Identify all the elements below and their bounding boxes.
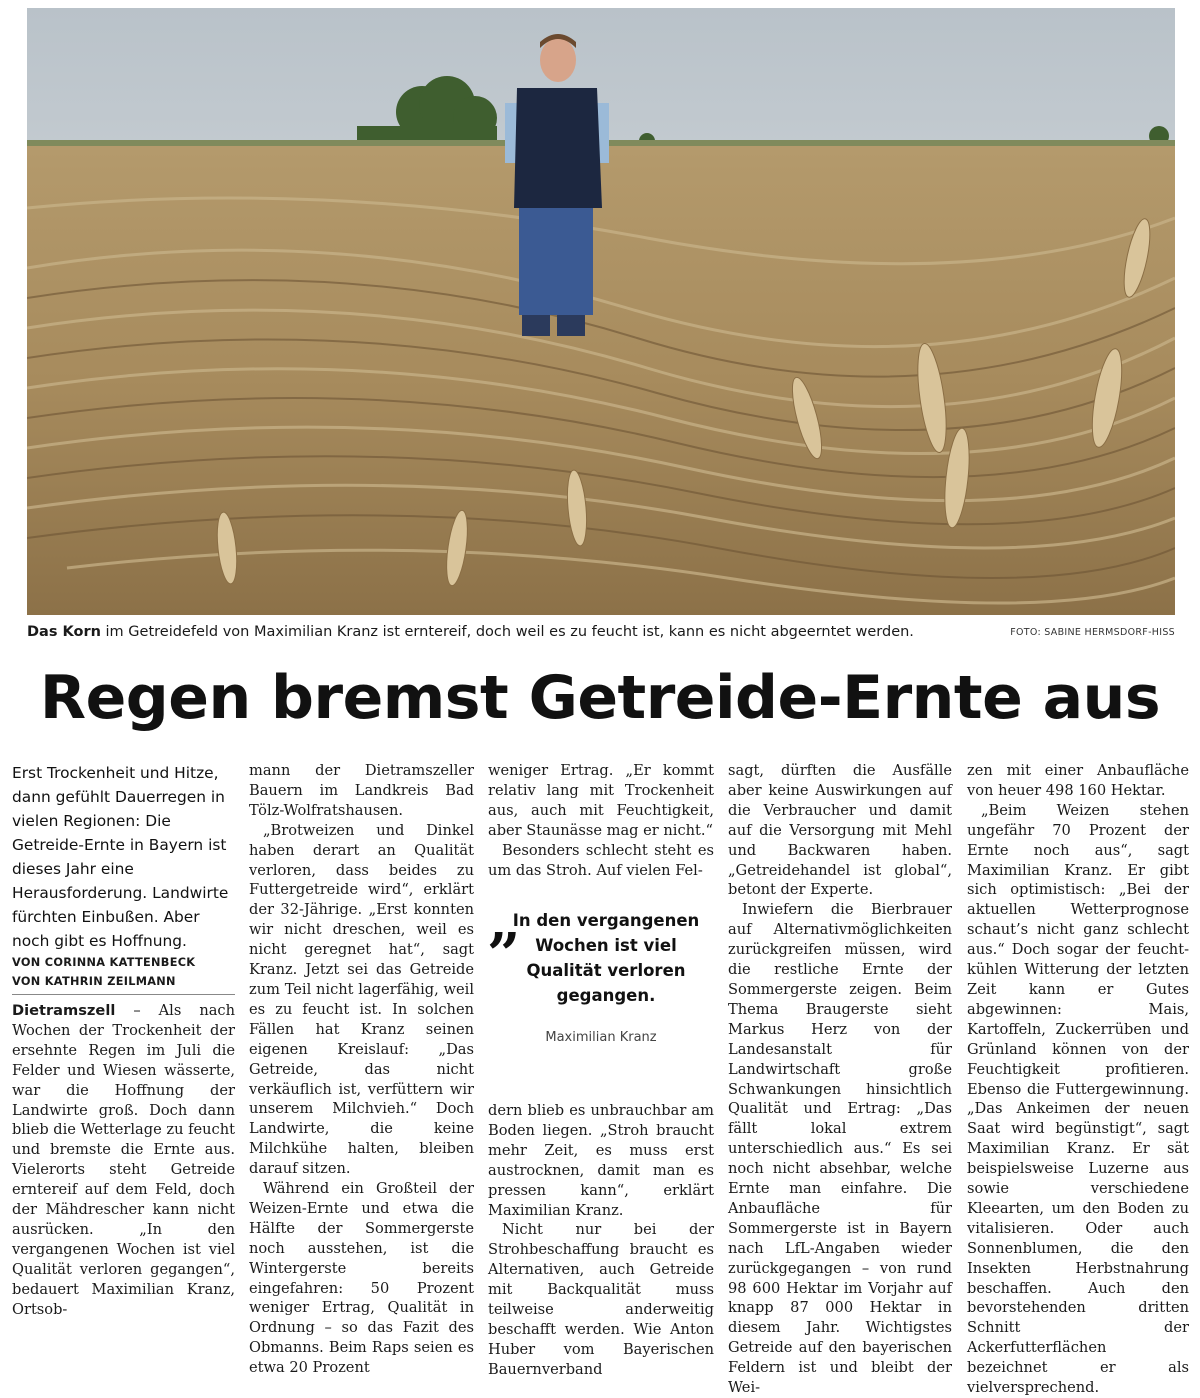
column-3-continued [488, 1101, 714, 1380]
paragraph: „Beim Weizen stehen ungefähr 70 Prozent der Ernte noch aus“, sagt Maximilian Kranz. Er gibt sich optimistisch: „Bei der aktuellen Wetterprognose schaut’s nicht ganz schlecht aus.“ Doch sogar der feucht-kühlen Witterung der letzten Zeit kann er Gutes abgewinnen: Mais, Kartoffeln, Zuckerrüben und Grünland können von der Feuchtigkeit profitieren. Ebenso die Futtergewinnung. „Das Ankeimen der neuen Saat wird begünstigt“, sagt Maximilian Kranz. Er sät beispielsweise Luzerne aus sowie verschiedene Kleearten, um den Boden zu vitalisieren. Oder auch Sonnenblumen, die den Insekten Herbstnahrung beschaffen. Auch den bevorstehenden dritten Schnitt der Ackerfutterflächen bezeichnet er als vielversprechend. [967, 801, 1189, 1397]
paragraph: Während ein Großteil der Weizen-Ernte und etwa die Hälfte der Sommergerste noch ausstehen, ist die Wintergerste bereits eingefahren: 50 Prozent weniger Ertrag, Qualität in Ordnung – so das Fazit des Obmanns. Beim Raps seien es etwa 20 Prozent [249, 1180, 474, 1377]
headline: Regen bremst Getreide-Ernte aus [39, 663, 1161, 733]
teaser: Erst Trockenheit und Hitze, dann gefühlt Dauerregen in vielen Regionen: Die Getreide-Ernte in Bayern ist dieses Jahr eine Herausforderung. Landwirte fürchten Einbußen. Aber noch gibt es Hoffnung. [12, 764, 229, 950]
column-4 [728, 761, 952, 1398]
author-2: VON KATHRIN ZEILMANN [12, 975, 176, 988]
paragraph: mann der Dietramszeller Bauern im Landkreis Bad Tölz-Wolfratshausen. [249, 762, 474, 819]
paragraph: Besonders schlecht steht es um das Stroh. Auf vielen Fel- [488, 841, 714, 879]
paragraph: sagt, dürften die Ausfälle aber keine Auswirkungen auf die Verbraucher und damit auf die Versorgung mit Mehl und Backwaren haben. „Getreidehandel ist global“, betont der Experte. [728, 762, 952, 899]
paragraph [12, 1001, 235, 1320]
paragraph-text: – Als nach Wochen der Trockenheit der ersehnte Regen im Juli die Felder und Wiesen wässerte, war die Hoffnung der Landwirte groß. Doch dann blieb die Wetterlage zu feucht und bremste die Ernte aus. Vielerorts steht Getreide erntereif auf dem Feld, doch der Mähdrescher kann nicht ausrücken. „In den vergangenen Wochen ist viel Qualität verloren gegangen“, bedauert Maximilian Kranz, Ortsob- [12, 1002, 235, 1318]
paragraph: Nicht nur bei der Strohbeschaffung braucht es Alternativen, auch Getreide mit Backqualität muss teilweise anderweitig beschafft werden. Wie Anton Huber vom Bayerischen Bauernverband [488, 1221, 714, 1378]
quote-text: In den vergangenen Wochen ist viel Qualität verloren gegangen. [512, 911, 700, 1005]
paragraph: „Brotweizen und Dinkel haben derart an Qualität verloren, dass beides zu Futtergetreide wird“, erklärt der 32-Jährige. „Erst konnten wir nicht dreschen, weil es nicht geregnet hat“, sagt Kranz. Jetzt sei das Getreide zum Teil nicht lagerfähig, weil es zu feucht ist. In solchen Fällen hat Kranz seinen eigenen Kreislauf: „Das Getreide, das nicht verkäuflich ist, verfüttern wir unserem Milchvieh.“ Doch Landwirte, die keine Milchkühe halten, bleiben darauf sitzen. [249, 821, 474, 1178]
column-3 [488, 761, 714, 880]
author-1: VON CORINNA KATTENBECK [12, 956, 196, 969]
quote-source: Maximilian Kranz [545, 1030, 657, 1045]
paragraph: weniger Ertrag. „Er kommt relativ lang mit Trockenheit aus, auch mit Feuchtigkeit, aber Staunässe mag er nicht.“ [488, 762, 714, 839]
caption-text: im Getreidefeld von Maximilian Kranz ist erntereif, doch weil es zu feucht ist, kann es nicht abgeerntet werden. [100, 624, 914, 640]
paragraph: zen mit einer Anbaufläche von heuer 498 160 Hektar. [967, 762, 1189, 799]
quote-mark-icon: „ [488, 887, 522, 955]
column-2 [249, 761, 474, 1378]
dateline: Dietramszell [12, 1002, 116, 1019]
paragraph: dern blieb es unbrauchbar am Boden liegen. „Stroh braucht mehr Zeit, es muss erst austrocknen, damit man es pressen kann“, erklärt Maximilian Kranz. [488, 1102, 714, 1219]
author-byline [12, 953, 235, 995]
pull-quote [488, 887, 714, 1098]
column-1 [12, 761, 235, 1320]
caption-lead: Das Korn [27, 624, 101, 640]
article-photo [27, 8, 1175, 615]
photo-credit: FOTO: SABINE HERMSDORF-HISS [1010, 627, 1175, 638]
photo-caption [27, 624, 1175, 646]
column-5 [967, 761, 1189, 1398]
paragraph: Inwiefern die Bierbrauer auf Alternativmöglichkeiten zurückgreifen müssen, wird die restliche Ernte der Sommergerste zeigen. Beim Thema Braugerste sieht Markus Herz von der Landesanstalt für Landwirtschaft große Schwankungen hinsichtlich Qualität und Ertrag: „Das fällt lokal extrem unterschiedlich aus.“ Es sei noch nicht absehbar, welche Ernte man einfahre. Die Anbaufläche für Sommergerste ist in Bayern nach LfL-Angaben wieder zurückgegangen – von rund 98 600 Hektar im Vorjahr auf knapp 87 000 Hektar in diesem Jahr. Wichtigstes Getreide auf den bayerischen Feldern ist und bleibt der Wei- [728, 901, 952, 1397]
